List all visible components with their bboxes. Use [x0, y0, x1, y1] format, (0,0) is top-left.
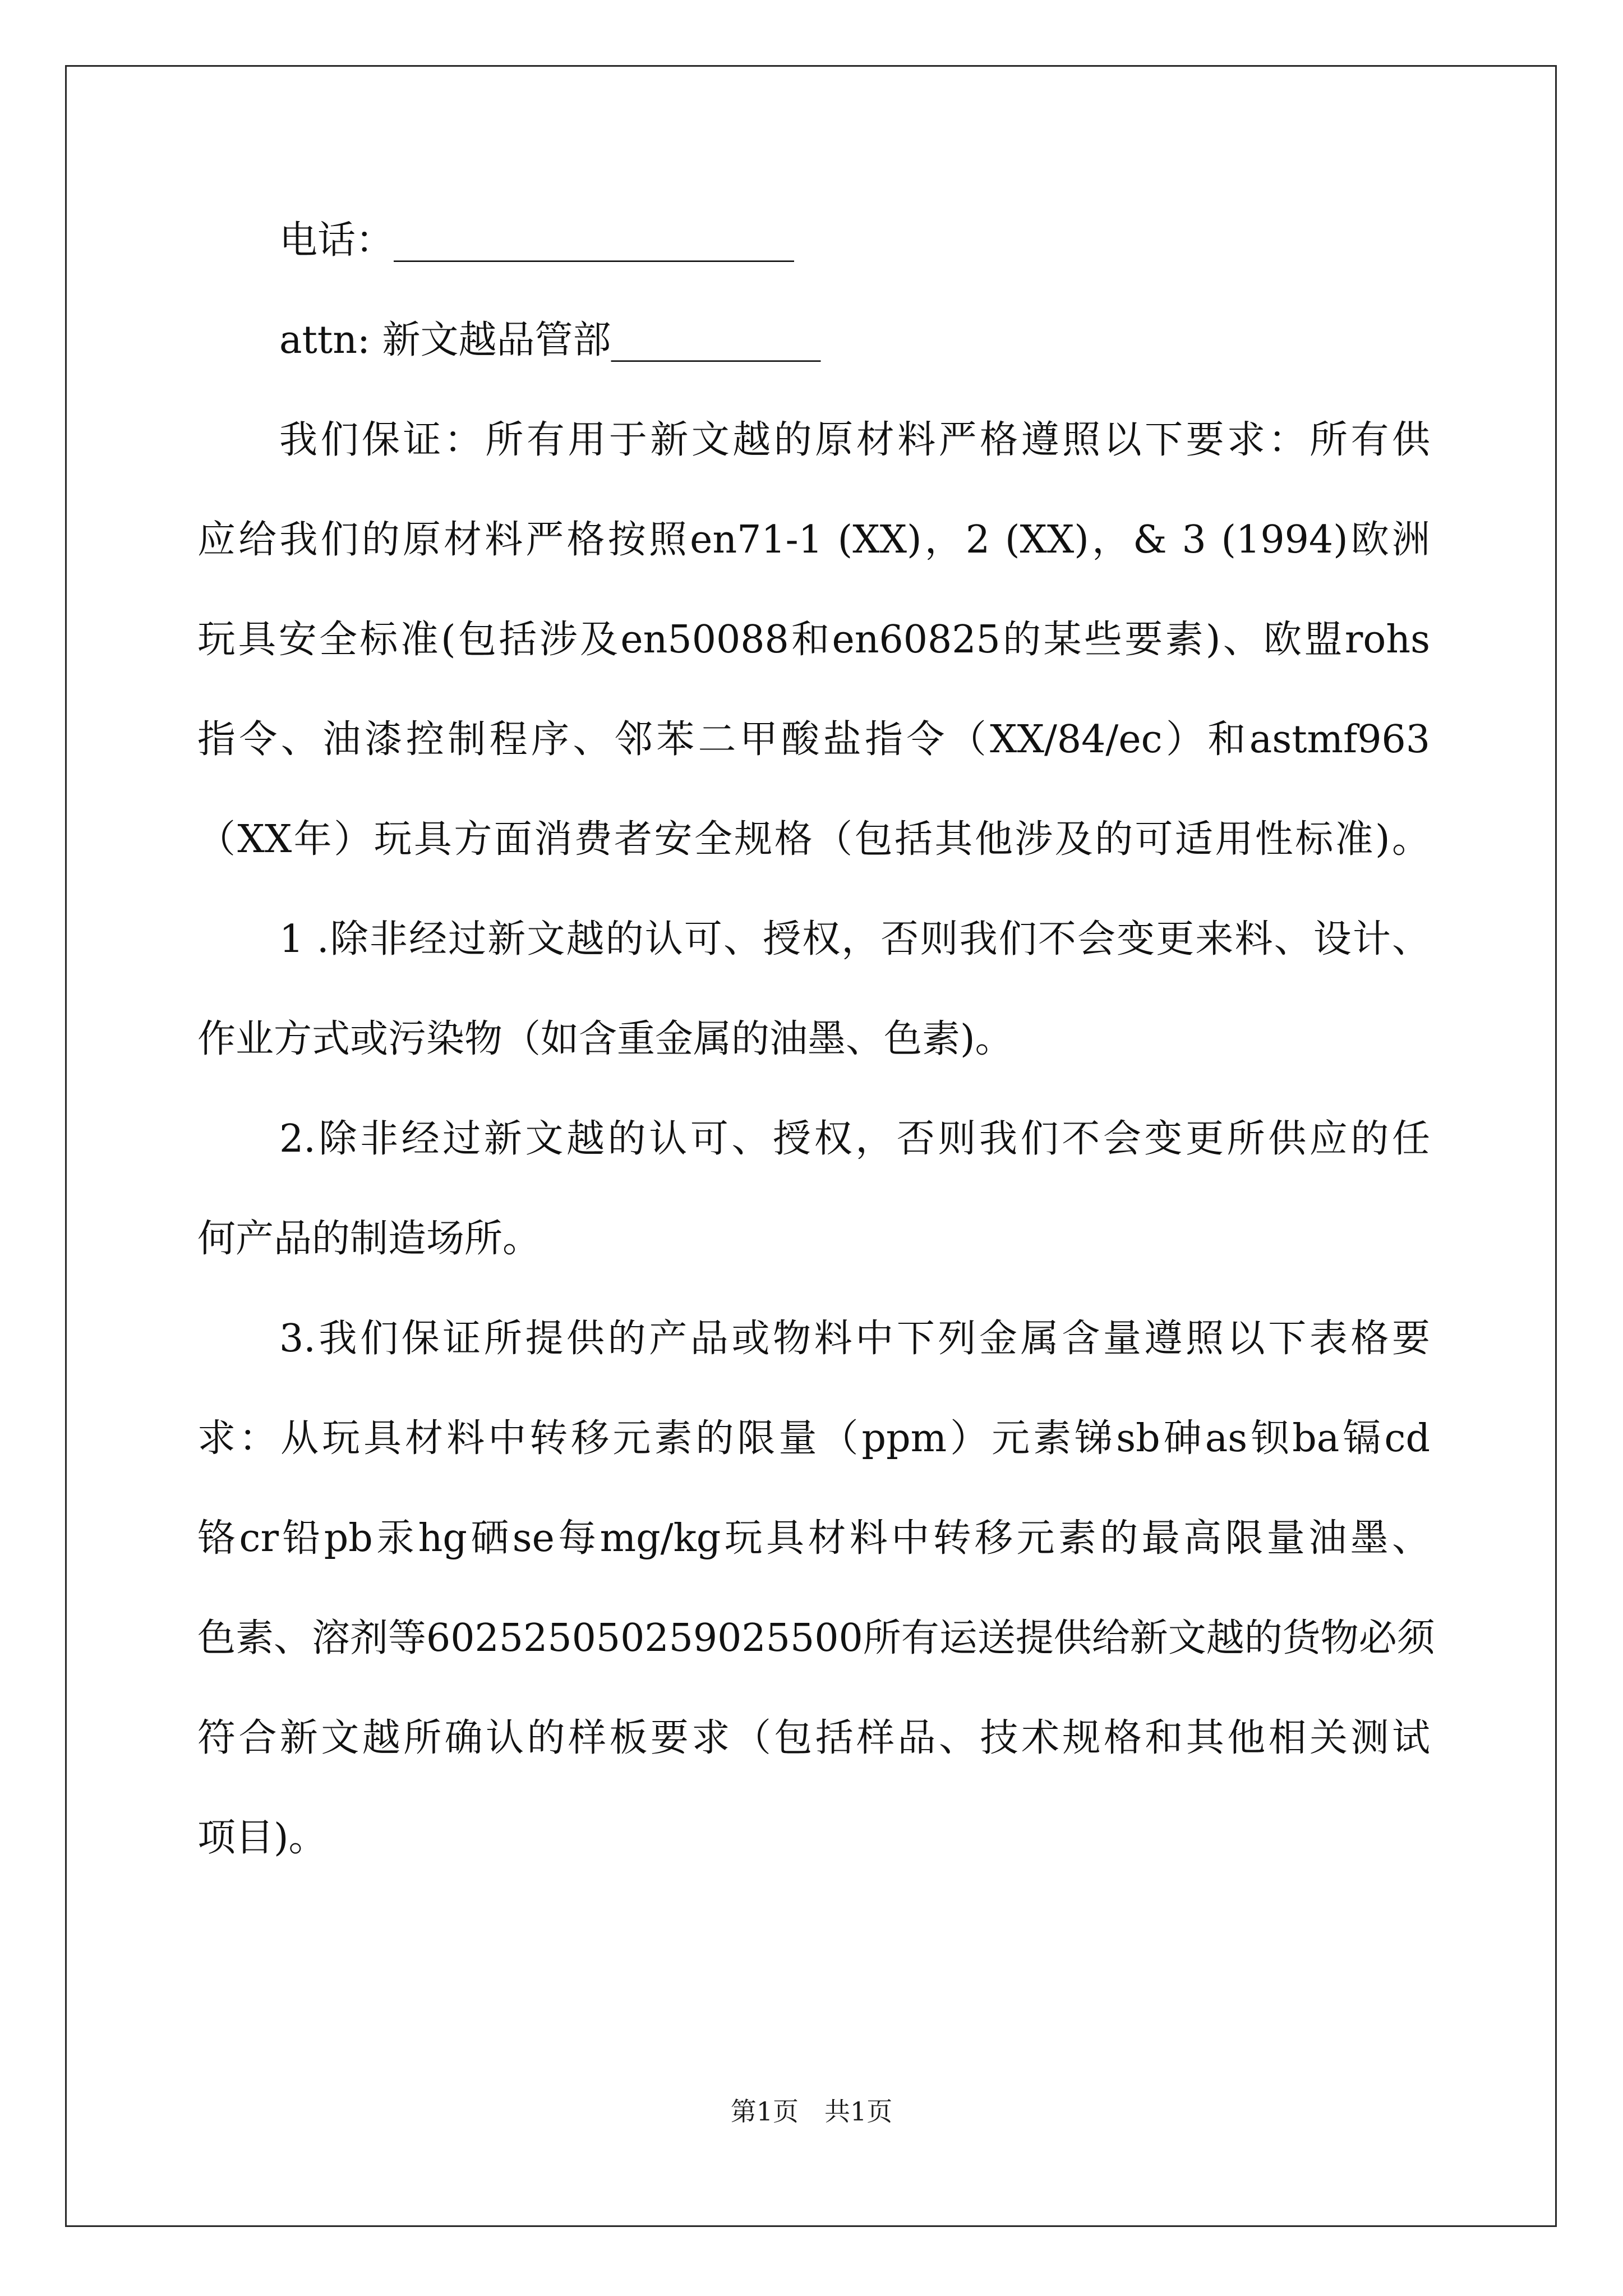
paragraph-guarantee-line: 应给我们的原材料严格按照en71-1 (XX)，2 (XX)，& 3 (1994)欧洲: [197, 518, 1430, 562]
item-3-line: 色素、溶剂等602525050259025500所有运送提供给新文越的货物必须: [197, 1616, 1435, 1660]
item-3-line: 3.我们保证所提供的产品或物料中下列金属含量遵照以下表格要: [279, 1317, 1430, 1361]
item-1-line: 作业方式或污染物（如含重金属的油墨、色素)。: [197, 1017, 1013, 1061]
item-3-line: 符合新文越所确认的样板要求（包括样品、技术规格和其他相关测试: [197, 1716, 1430, 1760]
item-1-line: 1 .除非经过新文越的认可、授权，否则我们不会变更来料、设计、: [279, 917, 1430, 961]
paragraph-guarantee-line: 玩具安全标准(包括涉及en50088和en60825的某些要素)、欧盟rohs: [197, 618, 1430, 662]
paragraph-guarantee-line: （XX年）玩具方面消费者安全规格（包括其他涉及的可适用性标准)。: [197, 817, 1430, 862]
paragraph-guarantee-line: 指令、油漆控制程序、邻苯二甲酸盐指令（XX/84/ec）和astmf963: [197, 717, 1430, 762]
phone-line: 电话：_____________________: [279, 218, 795, 263]
item-2-line: 何产品的制造场所。: [197, 1217, 541, 1261]
item-2-line: 2.除非经过新文越的认可、授权，否则我们不会变更所供应的任: [279, 1117, 1430, 1161]
paragraph-guarantee-line: 我们保证：所有用于新文越的原材料严格遵照以下要求：所有供: [279, 418, 1430, 462]
page-footer: 第1页 共1页: [730, 2096, 893, 2127]
item-3-line: 铬cr铅pb汞hg硒se每mg/kg玩具材料中转移元素的最高限量油墨、: [197, 1516, 1430, 1561]
item-3-line: 项目)。: [197, 1816, 327, 1860]
attn-line: attn: 新文越品管部___________: [279, 318, 821, 362]
document-body: [197, 191, 1435, 1888]
item-3-line: 求：从玩具材料中转移元素的限量（ppm）元素锑sb砷as钡ba镉cd: [197, 1416, 1430, 1461]
